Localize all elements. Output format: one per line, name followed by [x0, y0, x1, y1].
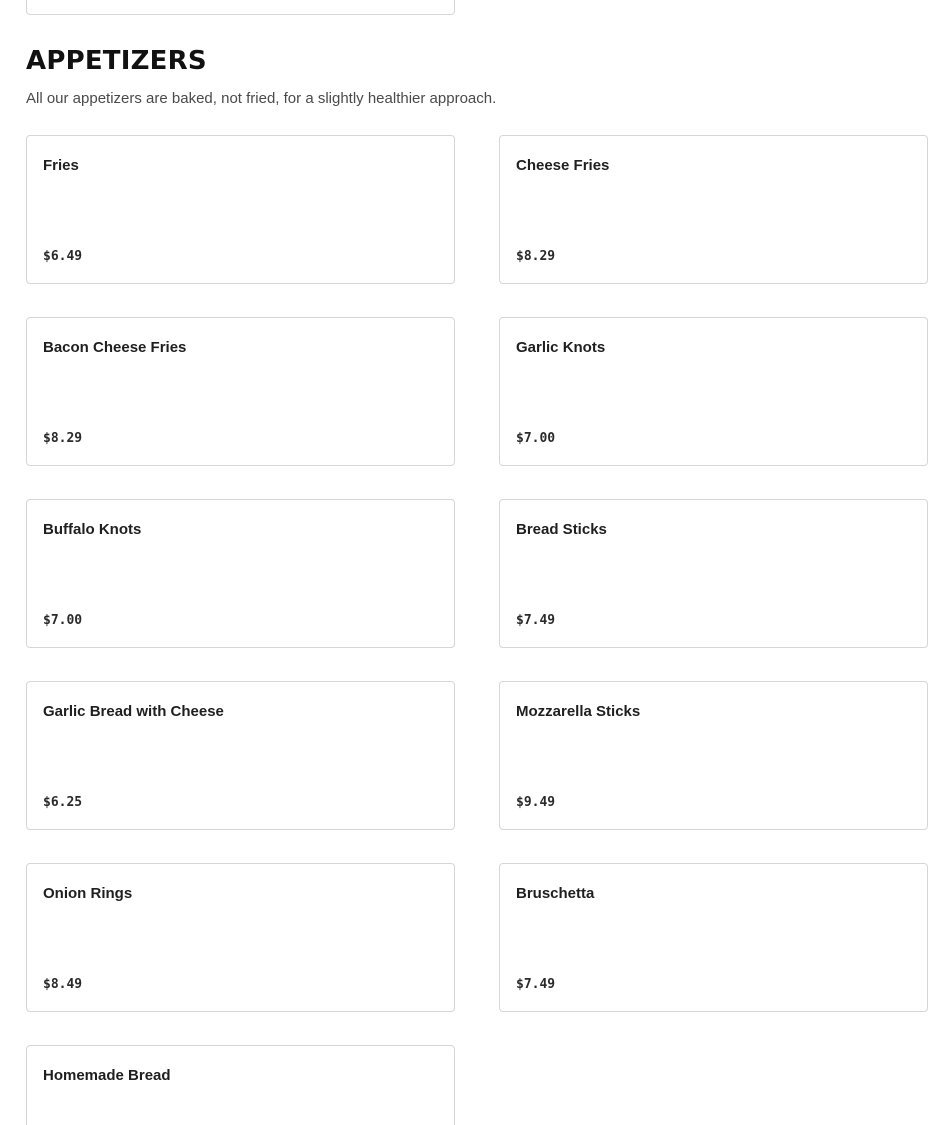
section-description: All our appetizers are baked, not fried, for a slightly healthier approach.	[26, 90, 497, 107]
menu-item-price: $6.25	[43, 795, 83, 810]
menu-item-price: $8.49	[43, 977, 83, 992]
menu-item-name: Garlic Knots	[516, 339, 606, 356]
menu-item-price: $9.49	[516, 795, 556, 810]
menu-item-price: $7.49	[516, 613, 556, 628]
menu-item-price: $6.49	[43, 249, 83, 264]
menu-item-name: Cheese Fries	[516, 157, 610, 174]
menu-item-name: Homemade Bread	[43, 1067, 171, 1084]
menu-item-price: $7.00	[516, 431, 556, 446]
menu-item-name: Bacon Cheese Fries	[43, 339, 187, 356]
menu-item-card[interactable]	[26, 499, 455, 648]
menu-item-card[interactable]	[26, 135, 455, 284]
menu-item-price: $8.29	[516, 249, 556, 264]
menu-item-price: $8.29	[43, 431, 83, 446]
menu-item-name: Buffalo Knots	[43, 521, 142, 538]
menu-item-card[interactable]	[26, 317, 455, 466]
menu-item-card[interactable]	[499, 681, 928, 830]
menu-item-price: $7.49	[516, 977, 556, 992]
previous-section-menu-item-card[interactable]	[26, 0, 455, 15]
menu-item-card[interactable]	[499, 499, 928, 648]
menu-item-card[interactable]	[499, 863, 928, 1012]
menu-item-name: Bruschetta	[516, 885, 595, 902]
menu-item-price: $7.00	[43, 613, 83, 628]
section-title: APPETIZERS	[26, 46, 207, 76]
menu-item-card[interactable]	[26, 681, 455, 830]
menu-item-card[interactable]	[26, 863, 455, 1012]
menu-item-card[interactable]	[26, 1045, 455, 1125]
menu-item-name: Onion Rings	[43, 885, 133, 902]
menu-item-name: Fries	[43, 157, 79, 174]
menu-item-card[interactable]	[499, 135, 928, 284]
menu-item-name: Bread Sticks	[516, 521, 607, 538]
menu-items-grid	[26, 135, 928, 1125]
menu-item-card[interactable]	[499, 317, 928, 466]
menu-item-name: Mozzarella Sticks	[516, 703, 641, 720]
menu-item-name: Garlic Bread with Cheese	[43, 703, 224, 720]
